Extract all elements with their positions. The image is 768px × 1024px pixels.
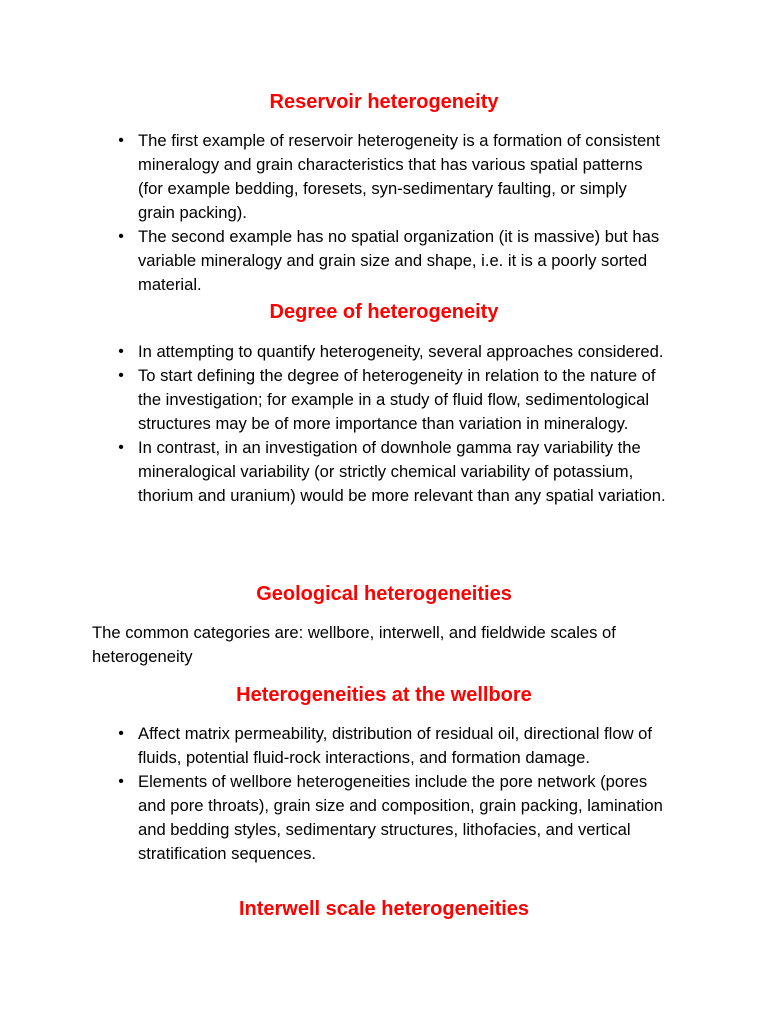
bullet-icon: • <box>118 773 124 790</box>
bullet-icon: • <box>118 367 124 384</box>
list-item <box>0 770 668 866</box>
list-item-text: The second example has no spatial organization (it is massive) but has variable mineralogy and grain size and shape, i.e. it is a poorly sorted material. <box>138 227 660 294</box>
bullet-icon: • <box>118 439 124 456</box>
list-item <box>0 722 668 770</box>
list-item-text: In attempting to quantify heterogeneity, several approaches considered. <box>138 342 664 361</box>
heading-geological-heterogeneities: Geological heterogeneities <box>256 583 512 605</box>
list-item <box>0 340 668 364</box>
heading-interwell-scale-heterogeneities: Interwell scale heterogeneities <box>238 898 530 920</box>
bullet-icon: • <box>118 132 124 149</box>
heading-reservoir-heterogeneity: Reservoir heterogeneity <box>269 91 499 113</box>
list-item <box>0 364 668 436</box>
bullet-icon: • <box>118 725 124 742</box>
bullet-icon: • <box>118 343 124 360</box>
wellbore-heterogeneities-list <box>0 722 668 866</box>
heading-heterogeneities-at-the-wellbore: Heterogeneities at the wellbore <box>236 684 532 706</box>
list-item-text: Elements of wellbore heterogeneities include the pore network (pores and pore throats), grain size and composition, grain packing, lamination and bedding styles, sedimentary structures, lithofacies, and vertical stratification sequences. <box>138 772 663 863</box>
list-item-text: In contrast, in an investigation of downhole gamma ray variability the mineralogical variability (or strictly chemical variability of potassium, thorium and uranium) would be more relevant than any spatial variation. <box>138 438 666 505</box>
list-item-text: Affect matrix permeability, distribution of residual oil, directional flow of fluids, potential fluid-rock interactions, and formation damage. <box>138 724 653 767</box>
list-item <box>0 129 668 225</box>
heading-degree-of-heterogeneity: Degree of heterogeneity <box>269 301 499 323</box>
reservoir-heterogeneity-list <box>0 129 668 297</box>
list-item-text: The first example of reservoir heterogeneity is a formation of consistent mineralogy and grain characteristics that has various spatial patterns (for example bedding, foresets, syn-sedimentary faulting, or simply grain packing). <box>138 131 661 222</box>
geological-heterogeneities-paragraph: The common categories are: wellbore, interwell, and fieldwide scales of heterogeneity <box>92 623 616 666</box>
bullet-icon: • <box>118 228 124 245</box>
list-item <box>0 225 668 297</box>
list-item <box>0 436 668 508</box>
degree-of-heterogeneity-list <box>0 340 668 508</box>
list-item-text: To start defining the degree of heterogeneity in relation to the nature of the investigation; for example in a study of fluid flow, sedimentological structures may be of more importance than variation in mineralogy. <box>138 366 656 433</box>
